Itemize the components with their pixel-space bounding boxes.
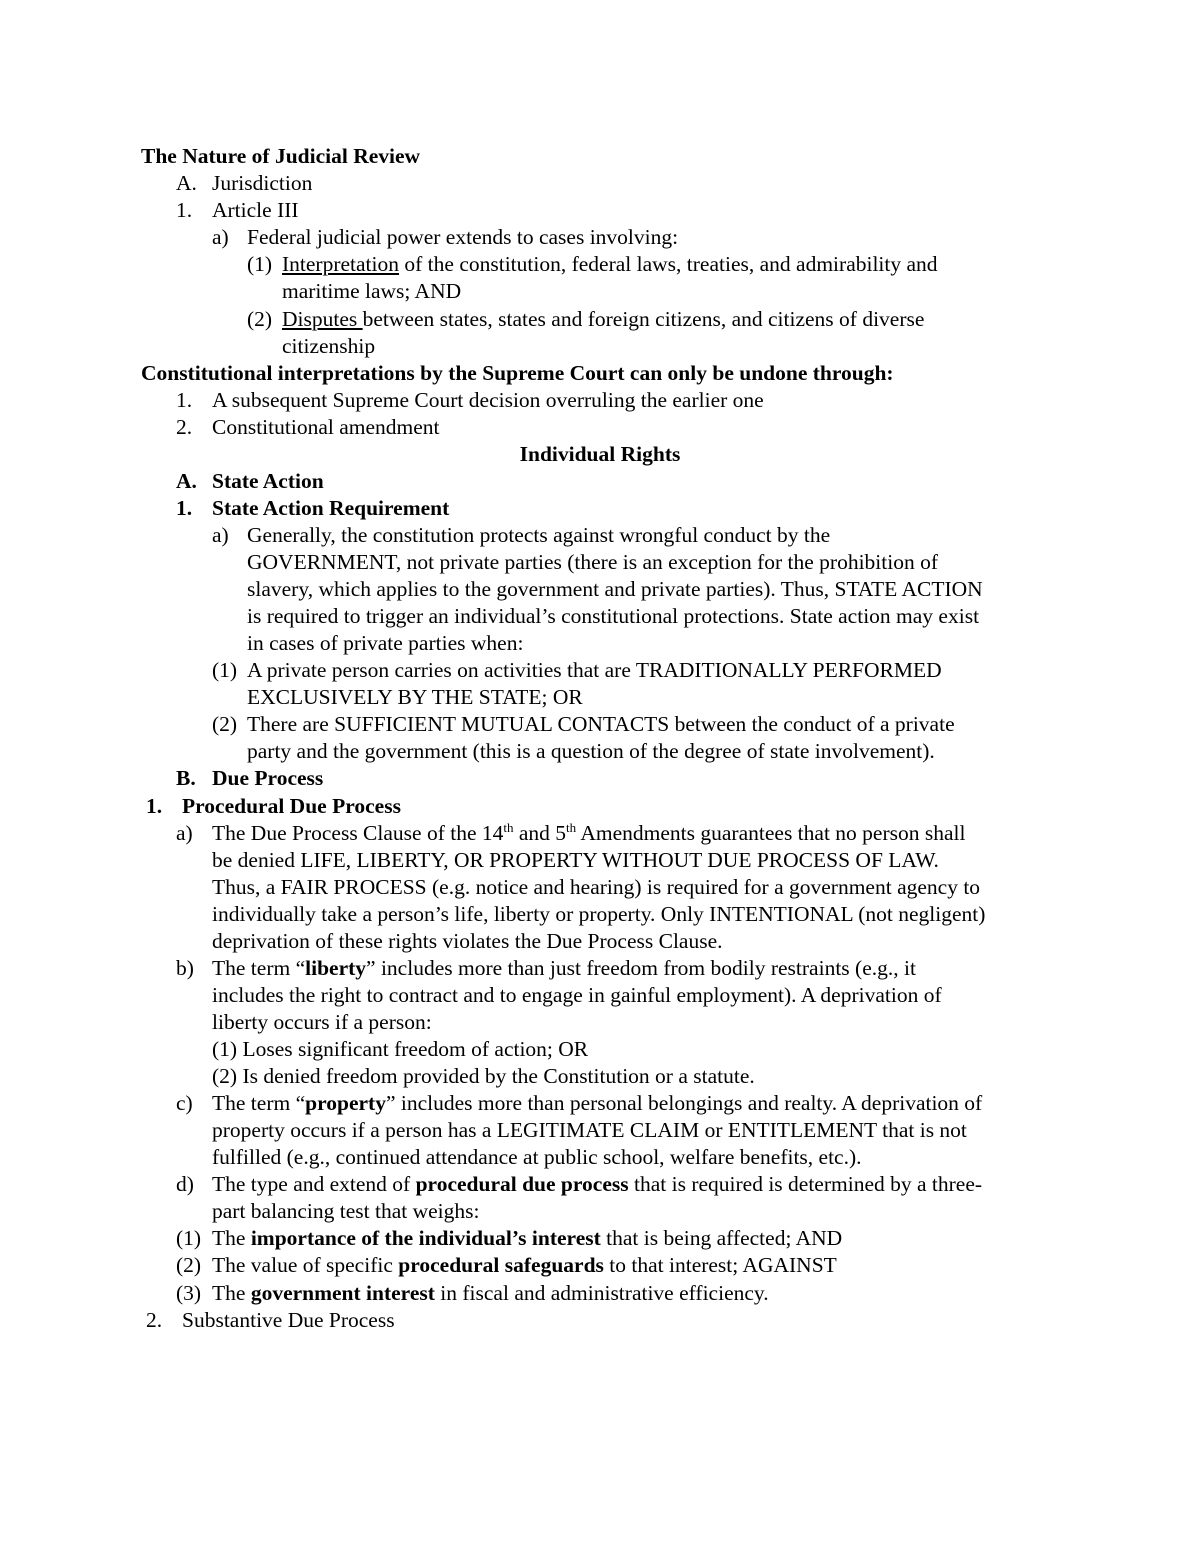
outline-continuation: part balancing test that weighs:: [212, 1199, 480, 1223]
outline-subitem: (2) Is denied freedom provided by the Constitution or a statute.: [212, 1064, 755, 1088]
outline-label: 2.: [146, 1308, 163, 1332]
outline-label: 1.: [146, 794, 163, 818]
outline-label: 1.: [176, 496, 193, 520]
outline-label: b): [176, 956, 194, 980]
outline-text: to that interest; AGAINST: [603, 1253, 837, 1277]
outline-label: (2): [247, 307, 273, 331]
outline-label: (1): [247, 252, 273, 276]
outline-continuation: liberty occurs if a person:: [212, 1010, 432, 1034]
outline-label: c): [176, 1091, 193, 1115]
outline-text: Procedural Due Process: [182, 794, 401, 818]
outline-continuation: slavery, which applies to the government and private parties). Thus, STATE ACTION: [247, 577, 983, 601]
outline-text: Jurisdiction: [212, 171, 313, 195]
underlined-term: Disputes: [282, 307, 363, 331]
bold-term: procedural due process: [415, 1172, 629, 1196]
outline-continuation: EXCLUSIVELY BY THE STATE; OR: [247, 685, 583, 709]
outline-text: that is required is determined by a three-: [628, 1172, 983, 1196]
outline-label: 1.: [176, 198, 193, 222]
outline-label: a): [176, 821, 193, 845]
section-title-individual-rights: Individual Rights: [519, 442, 681, 466]
outline-continuation: maritime laws; AND: [282, 279, 462, 303]
underlined-term: Interpretation: [282, 252, 400, 276]
outline-continuation: deprivation of these rights violates the Due Process Clause.: [212, 929, 723, 953]
outline-text: ” includes more than personal belongings and realty. A deprivation of: [385, 1091, 983, 1115]
outline-text: A private person carries on activities that are TRADITIONALLY PERFORMED: [247, 658, 942, 682]
outline-continuation: includes the right to contract and to engage in gainful employment). A deprivation of: [212, 983, 942, 1007]
outline-continuation: individually take a person’s life, liberty or property. Only INTENTIONAL (not negligent): [212, 902, 986, 926]
outline-continuation: property occurs if a person has a LEGITIMATE CLAIM or ENTITLEMENT that is not: [212, 1118, 967, 1142]
superscript: th: [566, 819, 577, 835]
outline-label: (2): [176, 1253, 202, 1277]
outline-label: 2.: [176, 415, 193, 439]
outline-text: A subsequent Supreme Court decision overruling the earlier one: [212, 388, 764, 412]
outline-label: A.: [176, 171, 197, 195]
outline-text: of the constitution, federal laws, treaties, and admirability and: [399, 252, 938, 276]
outline-continuation: be denied LIFE, LIBERTY, OR PROPERTY WITHOUT DUE PROCESS OF LAW.: [212, 848, 939, 872]
outline-text: There are SUFFICIENT MUTUAL CONTACTS between the conduct of a private: [247, 712, 955, 736]
outline-text: Federal judicial power extends to cases involving:: [247, 225, 679, 249]
outline-text: Substantive Due Process: [182, 1308, 395, 1332]
outline-subitem: (1) Loses significant freedom of action; OR: [212, 1037, 589, 1061]
outline-text: State Action Requirement: [212, 496, 450, 520]
outline-label: (1): [176, 1226, 202, 1250]
outline-label: 1.: [176, 388, 193, 412]
outline-text: The type and extend of: [212, 1172, 416, 1196]
outline-text: Article III: [212, 198, 299, 222]
outline-continuation: Thus, a FAIR PROCESS (e.g. notice and hearing) is required for a government agency to: [212, 875, 981, 899]
outline-continuation: in cases of private parties when:: [247, 631, 524, 655]
outline-label: a): [212, 523, 229, 547]
outline-text: The: [212, 1226, 251, 1250]
outline-continuation: citizenship: [282, 334, 376, 358]
outline-text: The value of specific: [212, 1253, 399, 1277]
bold-term: liberty: [305, 956, 367, 980]
interpretations-heading: Constitutional interpretations by the Supreme Court can only be undone through:: [141, 361, 894, 385]
bold-term: government interest: [250, 1281, 435, 1305]
outline-text: between states, states and foreign citizens, and citizens of diverse: [362, 307, 925, 331]
outline-label: (3): [176, 1281, 202, 1305]
outline-continuation: is required to trigger an individual’s constitutional protections. State action may exist: [247, 604, 980, 628]
outline-text: Constitutional amendment: [212, 415, 440, 439]
outline-label: a): [212, 225, 229, 249]
bold-term: procedural safeguards: [398, 1253, 604, 1277]
outline-label: A.: [176, 469, 197, 493]
outline-text: ” includes more than just freedom from bodily restraints (e.g., it: [366, 956, 916, 980]
outline-text: The term “: [212, 1091, 306, 1115]
outline-text: and 5: [513, 821, 567, 845]
outline-label: d): [176, 1172, 194, 1196]
outline-text: Due Process: [212, 766, 324, 790]
outline-text: The Due Process Clause of the 14: [212, 821, 504, 845]
outline-text: in fiscal and administrative efficiency.: [434, 1281, 769, 1305]
bold-term: property: [305, 1091, 386, 1115]
outline-label: B.: [176, 766, 196, 790]
outline-label: (2): [212, 712, 238, 736]
outline-continuation: fulfilled (e.g., continued attendance at public school, welfare benefits, etc.).: [212, 1145, 862, 1169]
superscript: th: [503, 819, 514, 835]
outline-text: The: [212, 1281, 251, 1305]
section-title-judicial-review: The Nature of Judicial Review: [141, 144, 421, 168]
outline-text: Generally, the constitution protects against wrongful conduct by the: [247, 523, 831, 547]
outline-text: The term “: [212, 956, 306, 980]
outline-label: (1): [212, 658, 238, 682]
outline-text: State Action: [212, 469, 324, 493]
outline-text: that is being affected; AND: [600, 1226, 843, 1250]
outline-continuation: party and the government (this is a question of the degree of state involvement).: [247, 739, 935, 763]
outline-continuation: GOVERNMENT, not private parties (there is an exception for the prohibition of: [247, 550, 939, 574]
outline-text: Amendments guarantees that no person shall: [576, 821, 966, 845]
bold-term: importance of the individual’s interest: [250, 1226, 601, 1250]
